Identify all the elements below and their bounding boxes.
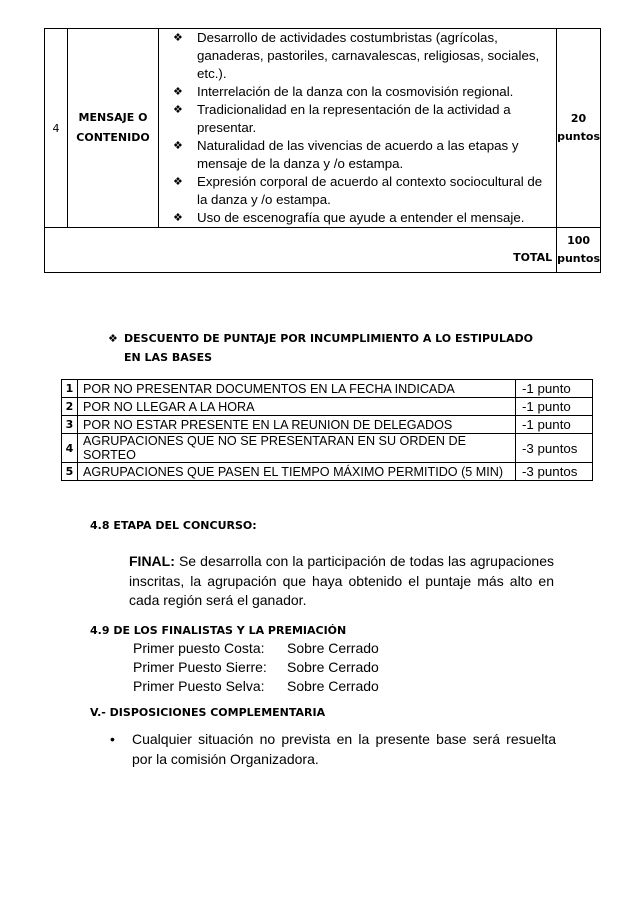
bullet-dot-icon: • [110,731,115,747]
row-label-line1: MENSAJE O [78,111,148,124]
prize-value: Sobre Cerrado [287,659,379,675]
diamond-bullet-icon: ❖ [173,104,183,116]
row-label-line2: CONTENIDO [76,131,150,144]
complementary-bullet [110,730,556,769]
final-text: Se desarrolla con la participación de todas las agrupaciones inscritas, la agrupación que haya obtenido el puntaje más alto en cada región será el ganador. [129,553,554,608]
section-4-9-heading: 4.9 DE LOS FINALISTAS Y LA PREMIACIÓN [90,624,347,637]
prize-value: Sobre Cerrado [287,640,379,656]
final-paragraph [129,552,554,611]
list-item: ❖ Uso de escenografía que ayude a entender el mensaje. [173,210,525,225]
prize-row [133,677,379,696]
row-label [68,29,159,228]
criteria-items-cell [159,29,557,228]
criteria-list [169,29,552,227]
prize-place: Primer Puesto Sierre: [133,659,267,675]
prize-place: Primer puesto Costa: [133,640,265,656]
row-points-value: 20 [570,112,587,125]
total-label: TOTAL [45,228,557,273]
total-points-unit: puntos [557,252,600,265]
discount-heading-text: DESCUENTO DE PUNTAJE POR INCUMPLIMIENTO A LO ESTIPULADO EN LAS BASES [124,332,533,364]
list-item: ❖ Expresión corporal de acuerdo al contexto sociocultural de la danza y /o estampa. [173,174,543,207]
criteria-row [45,29,601,228]
diamond-bullet-icon: ❖ [173,86,183,98]
table-row: 2 POR NO LLEGAR A LA HORA -1 punto [62,398,593,416]
discount-heading [108,329,548,367]
prize-row [133,658,379,677]
table-row: 3 POR NO ESTAR PRESENTE EN LA REUNION DE DELEGADOS -1 punto [62,416,593,434]
section-v-heading: V.- DISPOSICIONES COMPLEMENTARIA [90,706,326,719]
complementary-text: Cualquier situación no prevista en la presente base será resuelta por la comisión Organizadora. [132,731,556,767]
row-number: 4 [45,29,68,228]
list-item: ❖ Tradicionalidad en la representación de la actividad a presentar. [173,102,511,135]
table-row: 5 AGRUPACIONES QUE PASEN EL TIEMPO MÁXIMO PERMITIDO (5 MIN) -3 puntos [62,463,593,481]
total-points-value: 100 [567,234,591,247]
diamond-bullet-icon: ❖ [173,140,183,152]
diamond-bullet-icon: ❖ [173,212,183,224]
row-points-unit: puntos [557,130,600,143]
prize-value: Sobre Cerrado [287,678,379,694]
row-points [557,29,601,228]
diamond-bullet-icon: ❖ [173,176,183,188]
final-label: FINAL: [129,553,175,569]
total-points [557,228,601,273]
table-row: 1 POR NO PRESENTAR DOCUMENTOS EN LA FECHA INDICADA -1 punto [62,380,593,398]
criteria-table [44,28,601,273]
total-row [45,228,601,273]
discount-table [61,379,593,481]
list-item: ❖ Desarrollo de actividades costumbristas (agrícolas, ganaderas, pastoriles, carnavalescas, religiosas, sociales, etc.). [173,30,540,81]
prize-place: Primer Puesto Selva: [133,678,265,694]
section-4-8-heading: 4.8 ETAPA DEL CONCURSO: [90,519,257,532]
table-row: 4 AGRUPACIONES QUE NO SE PRESENTARAN EN SU ORDEN DE SORTEO -3 puntos [62,434,593,463]
diamond-bullet-icon: ❖ [173,32,183,44]
prize-row [133,639,379,658]
list-item: ❖ Interrelación de la danza con la cosmovisión regional. [173,84,514,99]
list-item: ❖ Naturalidad de las vivencias de acuerdo a las etapas y mensaje de la danza y /o estampa. [173,138,519,171]
diamond-bullet-icon: ❖ [108,332,118,345]
